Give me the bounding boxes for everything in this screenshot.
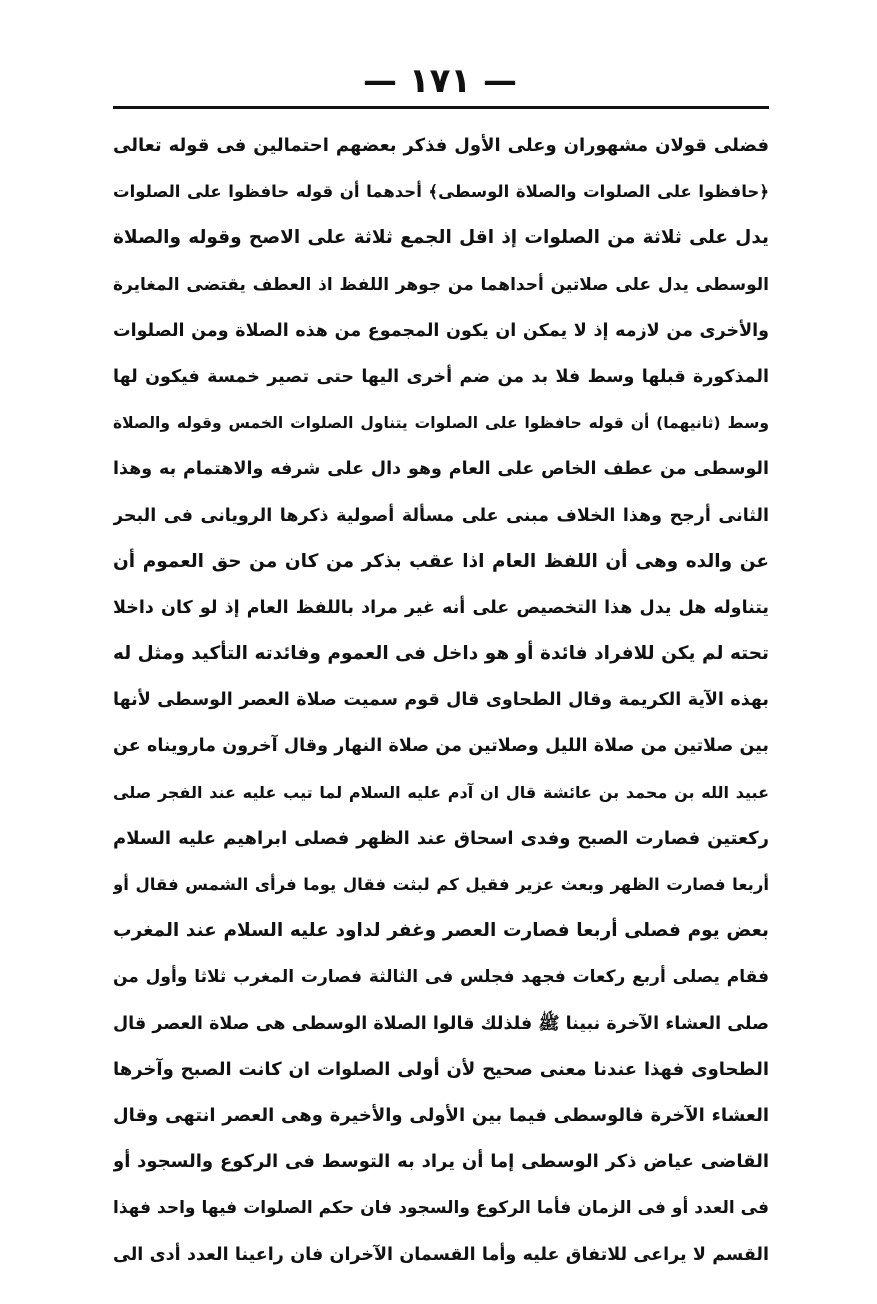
text-line: يتناوله هل يدل هذا التخصيص على أنه غير مراد باللفظ العام إذ لو كان داخلا <box>113 597 769 618</box>
text-line: تحته لم يكن للافراد فائدة أو هو داخل فى العموم وفائدته التأكيد ومثل له <box>113 643 769 665</box>
text-line: عبيد الله بن محمد بن عائشة قال ان آدم عليه السلام لما تيب عليه عند الفجر صلى <box>113 782 769 802</box>
text-line: الطحاوى فهذا عندنا معنى صحيح لأن أولى الصلوات ان كانت الصبح وآخرها <box>113 1058 769 1080</box>
text-line: بين صلاتين من صلاة الليل وصلاتين من صلاة النهار وقال آخرون مارويناه عن <box>113 736 769 757</box>
text-line: ﴿حافظوا على الصلوات والصلاة الوسطى﴾ أحدهما أن قوله حافظوا على الصلوات <box>113 182 769 202</box>
text-line: بهذه الآية الكريمة وقال الطحاوى قال قوم سميت صلاة العصر الوسطى لأنها <box>113 690 769 711</box>
text-line: أربعا فصارت الظهر وبعث عزير فقيل كم لبثت فقال يوما فرأى الشمس فقال أو <box>113 875 769 894</box>
text-line: صلى العشاء الآخرة نبينا ﷺ فلذلك قالوا الصلاة الوسطى هى صلاة العصر قال <box>113 1013 769 1034</box>
text-line: الوسطى يدل على صلاتين أحداهما من جوهر اللفظ اذ العطف يقتضى المغايرة <box>113 274 769 295</box>
text-line: القسم لا يراعى للاتفاق عليه وأما القسمان الآخران فان راعينا العدد أدى الى <box>113 1244 769 1265</box>
text-line: فضلى قولان مشهوران وعلى الأول فذكر بعضهم احتمالين فى قوله تعالى <box>113 135 769 156</box>
body-text <box>113 123 769 1278</box>
text-line: القاضى عياض ذكر الوسطى إما أن يراد به التوسط فى الركوع والسجود أو <box>113 1151 769 1173</box>
text-line: عن والده وهى أن اللفظ العام اذا عقب بذكر من كان من حق العموم أن <box>113 550 769 572</box>
text-line: والأخرى من لازمه إذ لا يمكن ان يكون المجموع من هذه الصلاة ومن الصلوات <box>113 320 769 341</box>
text-line: بعض يوم فصلى أربعا فصارت العصر وغفر لداود عليه السلام عند المغرب <box>113 920 769 942</box>
text-line: الوسطى من عطف الخاص على العام وهو دال على شرفه والاهتمام به وهذا <box>113 459 769 480</box>
text-line: الثانى أرجح وهذا الخلاف مبنى على مسألة أصولية ذكرها الرويانى فى البحر <box>113 505 769 526</box>
text-line: وسط (ثانيهما) أن قوله حافظوا على الصلوات يتناول الصلوات الخمس وقوله والصلاة <box>113 414 769 433</box>
header-rule <box>113 106 769 109</box>
text-line: ركعتين فصارت الصبح وفدى اسحاق عند الظهر فصلى ابراهيم عليه السلام <box>113 827 769 849</box>
text-line: العشاء الآخرة فالوسطى فيما بين الأولى والأخيرة وهى العصر انتهى وقال <box>113 1104 769 1126</box>
text-line: فقام يصلى أربع ركعات فجهد فجلس فى الثالثة فصارت المغرب ثلاثا وأول من <box>113 967 769 988</box>
text-line: يدل على ثلاثة من الصلوات إذ اقل الجمع ثلاثة على الاصح وقوله والصلاة <box>113 227 769 249</box>
text-line: المذكورة قبلها وسط فلا بد من ضم أخرى اليها حتى تصير خمسة فيكون لها <box>113 366 769 387</box>
text-line: فى العدد أو فى الزمان فأما الركوع والسجود فان حكم الصلوات فيها واحد فهذا <box>113 1198 769 1219</box>
page-number: — ١٧١ — <box>363 61 517 101</box>
page-header <box>110 58 770 104</box>
